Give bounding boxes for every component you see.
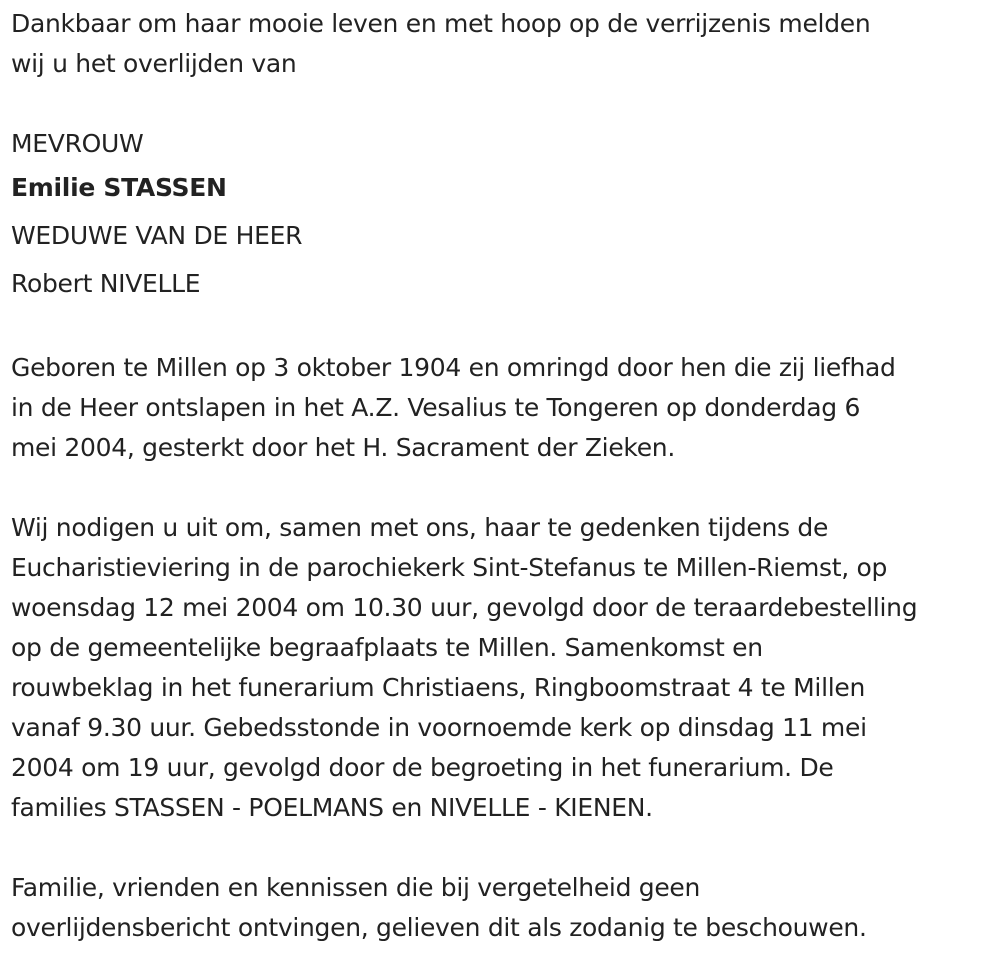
- honorific: MEVROUW: [11, 129, 144, 158]
- ceremony-line-2: Eucharistieviering in de parochiekerk Sint-Stefanus te Millen-Riemst, op: [11, 553, 888, 582]
- birth-death-line-1: Geboren te Millen op 3 oktober 1904 en omringd door hen die zij liefhad: [11, 353, 896, 382]
- deceased-name: Emilie STASSEN: [11, 173, 227, 202]
- birth-death-line-3: mei 2004, gesterkt door het H. Sacrament der Zieken.: [11, 433, 675, 462]
- spouse-name: Robert NIVELLE: [11, 269, 201, 298]
- spacer: [11, 828, 996, 868]
- ceremony-line-5: rouwbeklag in het funerarium Christiaens, Ringboomstraat 4 te Millen: [11, 673, 865, 702]
- relation-text: WEDUWE VAN DE HEER: [11, 221, 303, 250]
- closing-line-1: Familie, vrienden en kennissen die bij vergetelheid geen: [11, 873, 701, 902]
- ceremony-line-3: woensdag 12 mei 2004 om 10.30 uur, gevolgd door de teraardebestelling: [11, 593, 918, 622]
- birth-death-line-2: in de Heer ontslapen in het A.Z. Vesalius te Tongeren op donderdag 6: [11, 393, 861, 422]
- ceremony-line-8: families STASSEN - POELMANS en NIVELLE - KIENEN.: [11, 793, 653, 822]
- name-block: [11, 124, 996, 308]
- spacer: [11, 308, 996, 348]
- closing-line-2: overlijdensbericht ontvingen, gelieven dit als zodanig te beschouwen.: [11, 913, 867, 942]
- intro-line-1: Dankbaar om haar mooie leven en met hoop op de verrijzenis melden: [11, 9, 871, 38]
- closing-paragraph: [11, 868, 996, 948]
- spacer: [11, 468, 996, 508]
- ceremony-line-6: vanaf 9.30 uur. Gebedsstonde in voornoemde kerk op dinsdag 11 mei: [11, 713, 867, 742]
- obituary-notice: [11, 4, 996, 948]
- birth-death-paragraph: [11, 348, 996, 468]
- ceremony-paragraph: [11, 508, 996, 828]
- intro-paragraph: [11, 4, 996, 84]
- ceremony-line-4: op de gemeentelijke begraafplaats te Millen. Samenkomst en: [11, 633, 763, 662]
- ceremony-line-1: Wij nodigen u uit om, samen met ons, haar te gedenken tijdens de: [11, 513, 829, 542]
- spacer: [11, 84, 996, 124]
- ceremony-line-7: 2004 om 19 uur, gevolgd door de begroeting in het funerarium. De: [11, 753, 834, 782]
- intro-line-2: wij u het overlijden van: [11, 49, 297, 78]
